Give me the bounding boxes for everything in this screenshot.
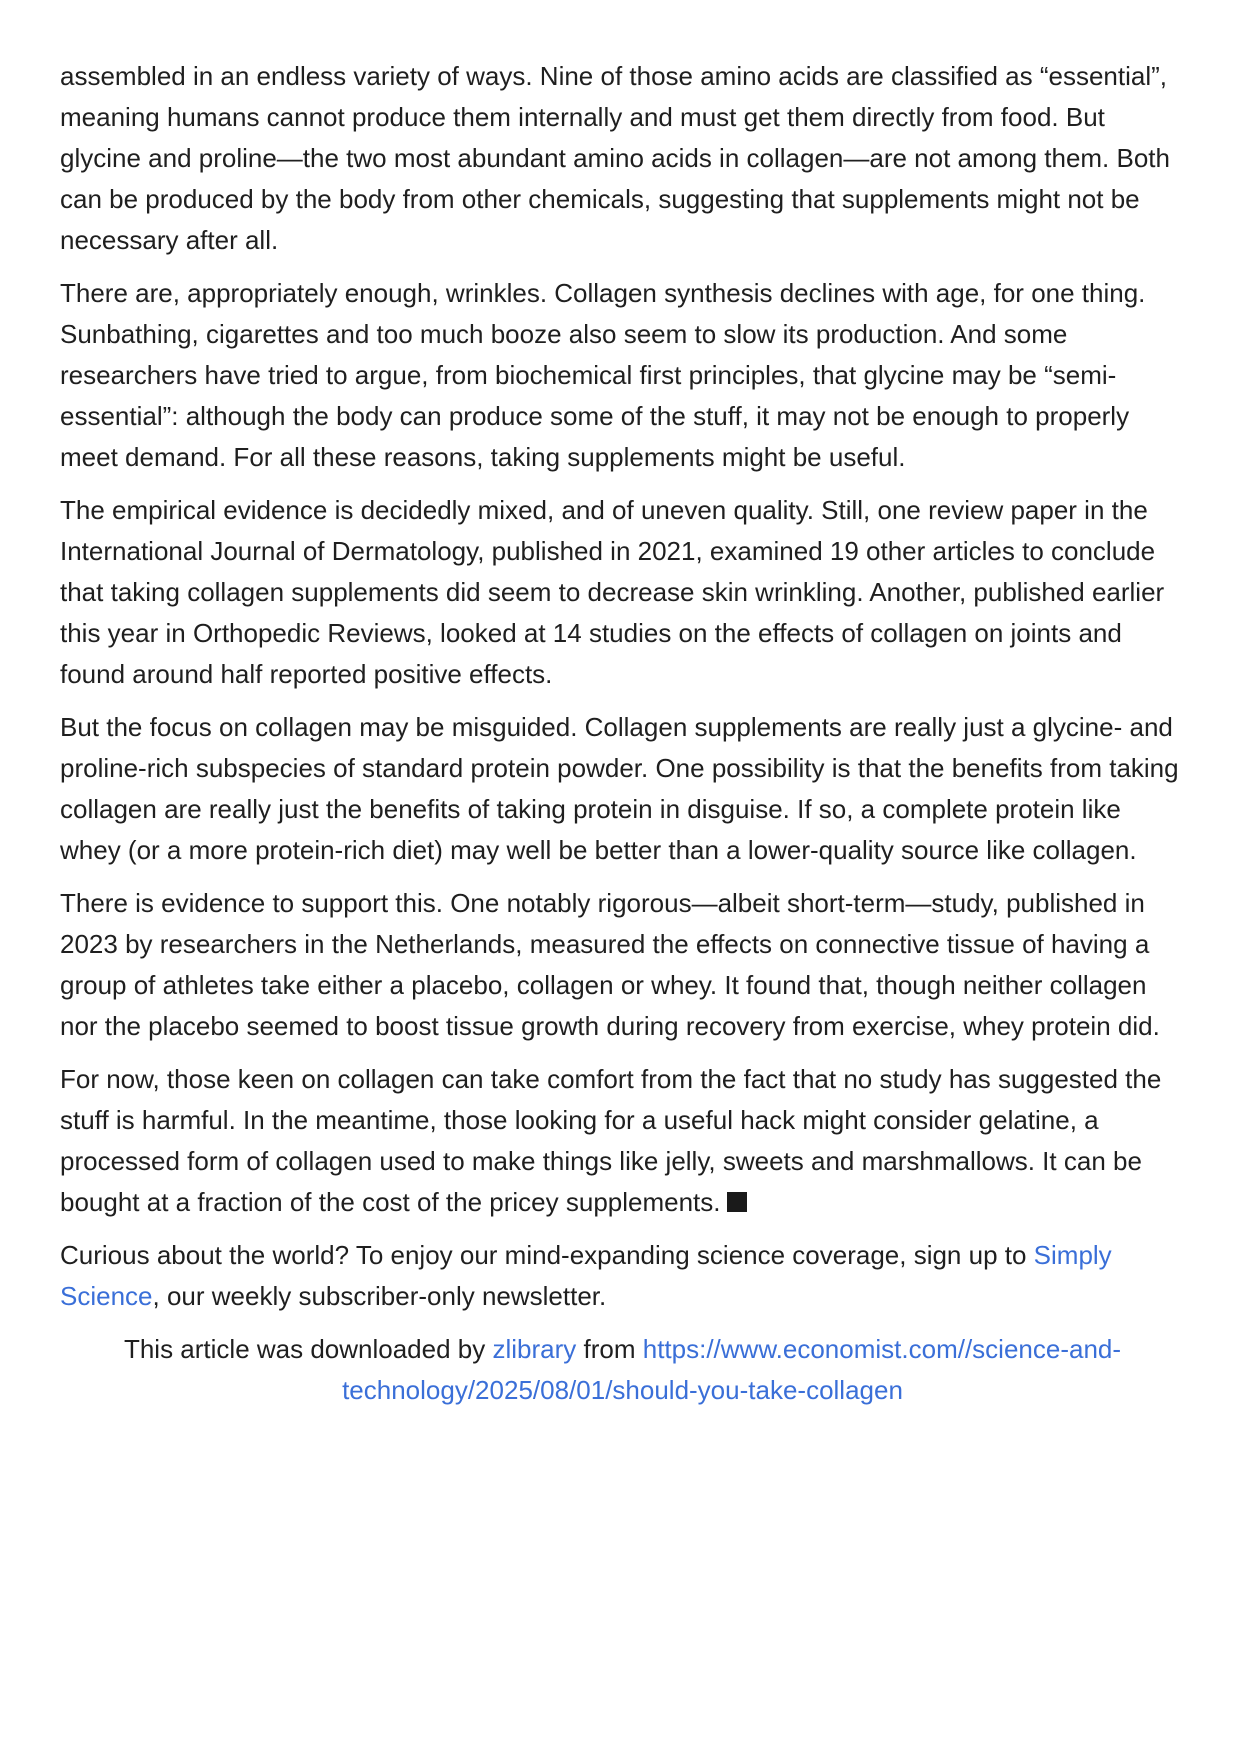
paragraph-6 — [60, 1059, 1185, 1223]
paragraph-5: There is evidence to support this. One notably rigorous—albeit short-term—study, published in 2023 by researchers in the Netherlands, measured the effects on connective tissue of having a group of athletes take either a placebo, collagen or whey. It found that, though neither collagen nor the placebo seemed to boost tissue growth during recovery from exercise, whey protein did. — [60, 888, 1160, 1041]
zlibrary-link[interactable]: zlibrary — [492, 1334, 577, 1364]
simply-science-link[interactable]: Simply Science — [60, 1240, 1112, 1311]
download-note-middle: from — [576, 1334, 643, 1364]
download-note-before: This article was downloaded by — [123, 1334, 493, 1364]
download-note — [60, 1329, 1185, 1411]
newsletter-text-before: Curious about the world? To enjoy our mind-expanding science coverage, sign up to — [60, 1240, 1034, 1270]
paragraph-6-text: For now, those keen on collagen can take comfort from the fact that no study has suggested the stuff is harmful. In the meantime, those looking for a useful hack might consider gelatine, a processed form of collagen used to make things like jelly, sweets and marshmallows. It can be bought at a fraction of the cost of the pricey supplements. — [60, 1064, 1162, 1217]
paragraph-4: But the focus on collagen may be misguided. Collagen supplements are really just a glycine- and proline-rich subspecies of standard protein powder. One possibility is that the benefits from taking collagen are really just the benefits of taking protein in disguise. If so, a complete protein like whey (or a more protein-rich diet) may well be better than a lower-quality source like collagen. — [60, 712, 1179, 865]
black-square-icon — [727, 1192, 747, 1212]
newsletter-promo — [60, 1235, 1185, 1317]
paragraph-1: assembled in an endless variety of ways. Nine of those amino acids are classified as “essential”, meaning humans cannot produce them internally and must get them directly from food. But glycine and proline—the two most abundant amino acids in collagen—are not among them. Both can be produced by the body from other chemicals, suggesting that supplements might not be necessary after all. — [60, 61, 1170, 255]
paragraph-3: The empirical evidence is decidedly mixed, and of uneven quality. Still, one review paper in the International Journal of Dermatology, published in 2021, examined 19 other articles to conclude that taking collagen supplements did seem to decrease skin wrinkling. Another, published earlier this year in Orthopedic Reviews, looked at 14 studies on the effects of collagen on joints and found around half reported positive effects. — [60, 495, 1165, 689]
paragraph-2: There are, appropriately enough, wrinkles. Collagen synthesis declines with age, for one thing. Sunbathing, cigarettes and too much booze also seem to slow its production. And some researchers have tried to argue, from biochemical first principles, that glycine may be “semi-essential”: although the body can produce some of the stuff, it may not be enough to properly meet demand. For all these reasons, taking supplements might be useful. — [60, 278, 1146, 472]
article-url-link[interactable]: https://www.economist.com//science-and-technology/2025/08/01/should-you-take-collagen — [342, 1334, 1122, 1405]
article-body — [60, 56, 1185, 1423]
newsletter-text-after: , our weekly subscriber-only newsletter. — [152, 1281, 607, 1311]
